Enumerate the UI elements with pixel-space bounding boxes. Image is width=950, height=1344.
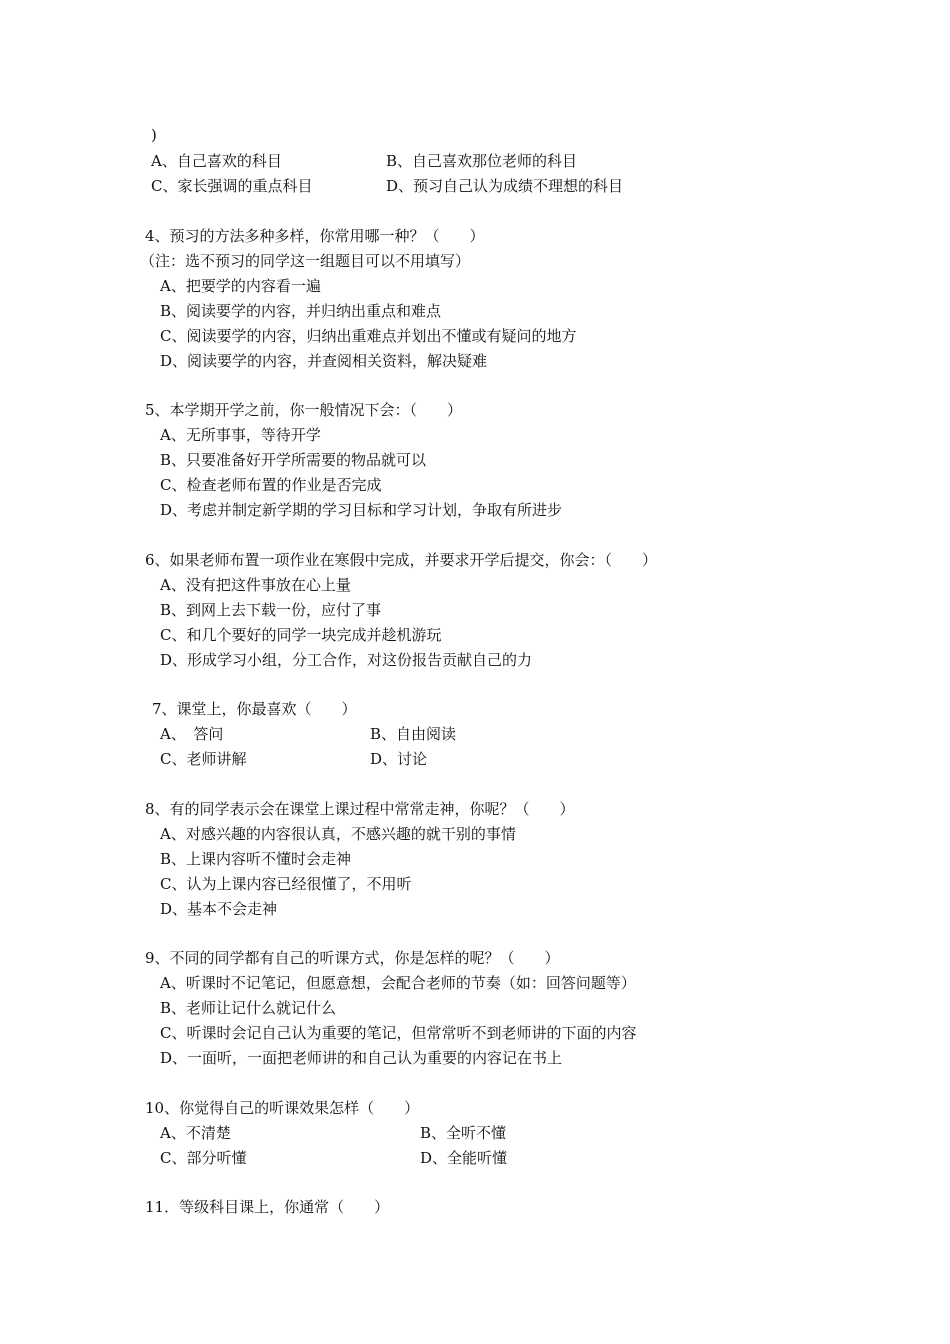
q9-title: 9、不同的同学都有自己的听课方式，你是怎样的呢？（ ） (145, 949, 560, 967)
q4-option-b: B、阅读要学的内容，并归纳出重点和难点 (160, 302, 442, 320)
q9-option-d: D、一面听，一面把老师讲的和自己认为重要的内容记在书上 (160, 1049, 563, 1067)
q10-option-d: D、全能听懂 (420, 1149, 508, 1167)
q3-option-c: C、家长强调的重点科目 (151, 177, 313, 195)
q8-option-d: D、基本不会走神 (160, 900, 278, 918)
q4-note: （注：选不预习的同学这一组题目可以不用填写） (140, 252, 471, 270)
q10-title: 10、你觉得自己的听课效果怎样（ ） (145, 1099, 420, 1117)
q6-option-c: C、和几个要好的同学一块完成并趁机游玩 (160, 626, 442, 644)
q10-option-a: A、不清楚 (160, 1124, 231, 1142)
q7-option-c: C、老师讲解 (160, 750, 247, 768)
q9-option-b: B、老师让记什么就记什么 (160, 999, 337, 1017)
q4-option-a: A、把要学的内容看一遍 (160, 277, 321, 295)
q5-title: 5、本学期开学之前，你一般情况下会：（ ） (145, 401, 463, 419)
q3-option-a: A、自己喜欢的科目 (151, 152, 282, 170)
q10-option-c: C、部分听懂 (160, 1149, 247, 1167)
q3-option-d: D、预习自己认为成绩不理想的科目 (386, 177, 624, 195)
q8-title: 8、有的同学表示会在课堂上课过程中常常走神，你呢？（ ） (145, 800, 575, 818)
q5-option-b: B、只要准备好开学所需要的物品就可以 (160, 451, 427, 469)
q5-option-a: A、无所事事，等待开学 (160, 426, 321, 444)
q7-title: 7、课堂上，你最喜欢（ ） (152, 700, 357, 718)
q7-option-a: A、 答问 (160, 725, 224, 743)
q9-option-c: C、听课时会记自己认为重要的笔记，但常常听不到老师讲的下面的内容 (160, 1024, 637, 1042)
q4-title: 4、预习的方法多种多样，你常用哪一种？（ ） (145, 227, 485, 245)
q3-option-b: B、自己喜欢那位老师的科目 (386, 152, 578, 170)
q11-title: 11．等级科目课上，你通常（ ） (145, 1198, 390, 1216)
q5-option-c: C、检查老师布置的作业是否完成 (160, 476, 382, 494)
q6-option-a: A、没有把这件事放在心上量 (160, 576, 351, 594)
q6-option-b: B、到网上去下载一份，应付了事 (160, 601, 382, 619)
q4-option-d: D、阅读要学的内容，并查阅相关资料，解决疑难 (160, 352, 488, 370)
q8-option-b: B、上课内容听不懂时会走神 (160, 850, 352, 868)
q8-option-a: A、对感兴趣的内容很认真，不感兴趣的就干别的事情 (160, 825, 516, 843)
q9-option-a: A、听课时不记笔记，但愿意想，会配合老师的节奏（如：回答问题等） (160, 974, 636, 992)
q6-title: 6、如果老师布置一项作业在寒假中完成，并要求开学后提交，你会：（ ） (145, 551, 658, 569)
q10-option-b: B、全听不懂 (420, 1124, 507, 1142)
q7-option-d: D、讨论 (370, 750, 428, 768)
q7-option-b: B、自由阅读 (370, 725, 457, 743)
q4-option-c: C、阅读要学的内容，归纳出重难点并划出不懂或有疑问的地方 (160, 327, 577, 345)
q6-option-d: D、形成学习小组，分工合作，对这份报告贡献自己的力 (160, 651, 533, 669)
q8-option-c: C、认为上课内容已经很懂了，不用听 (160, 875, 412, 893)
q3-close-paren: ) (151, 126, 157, 144)
q5-option-d: D、考虑并制定新学期的学习目标和学习计划，争取有所进步 (160, 501, 563, 519)
